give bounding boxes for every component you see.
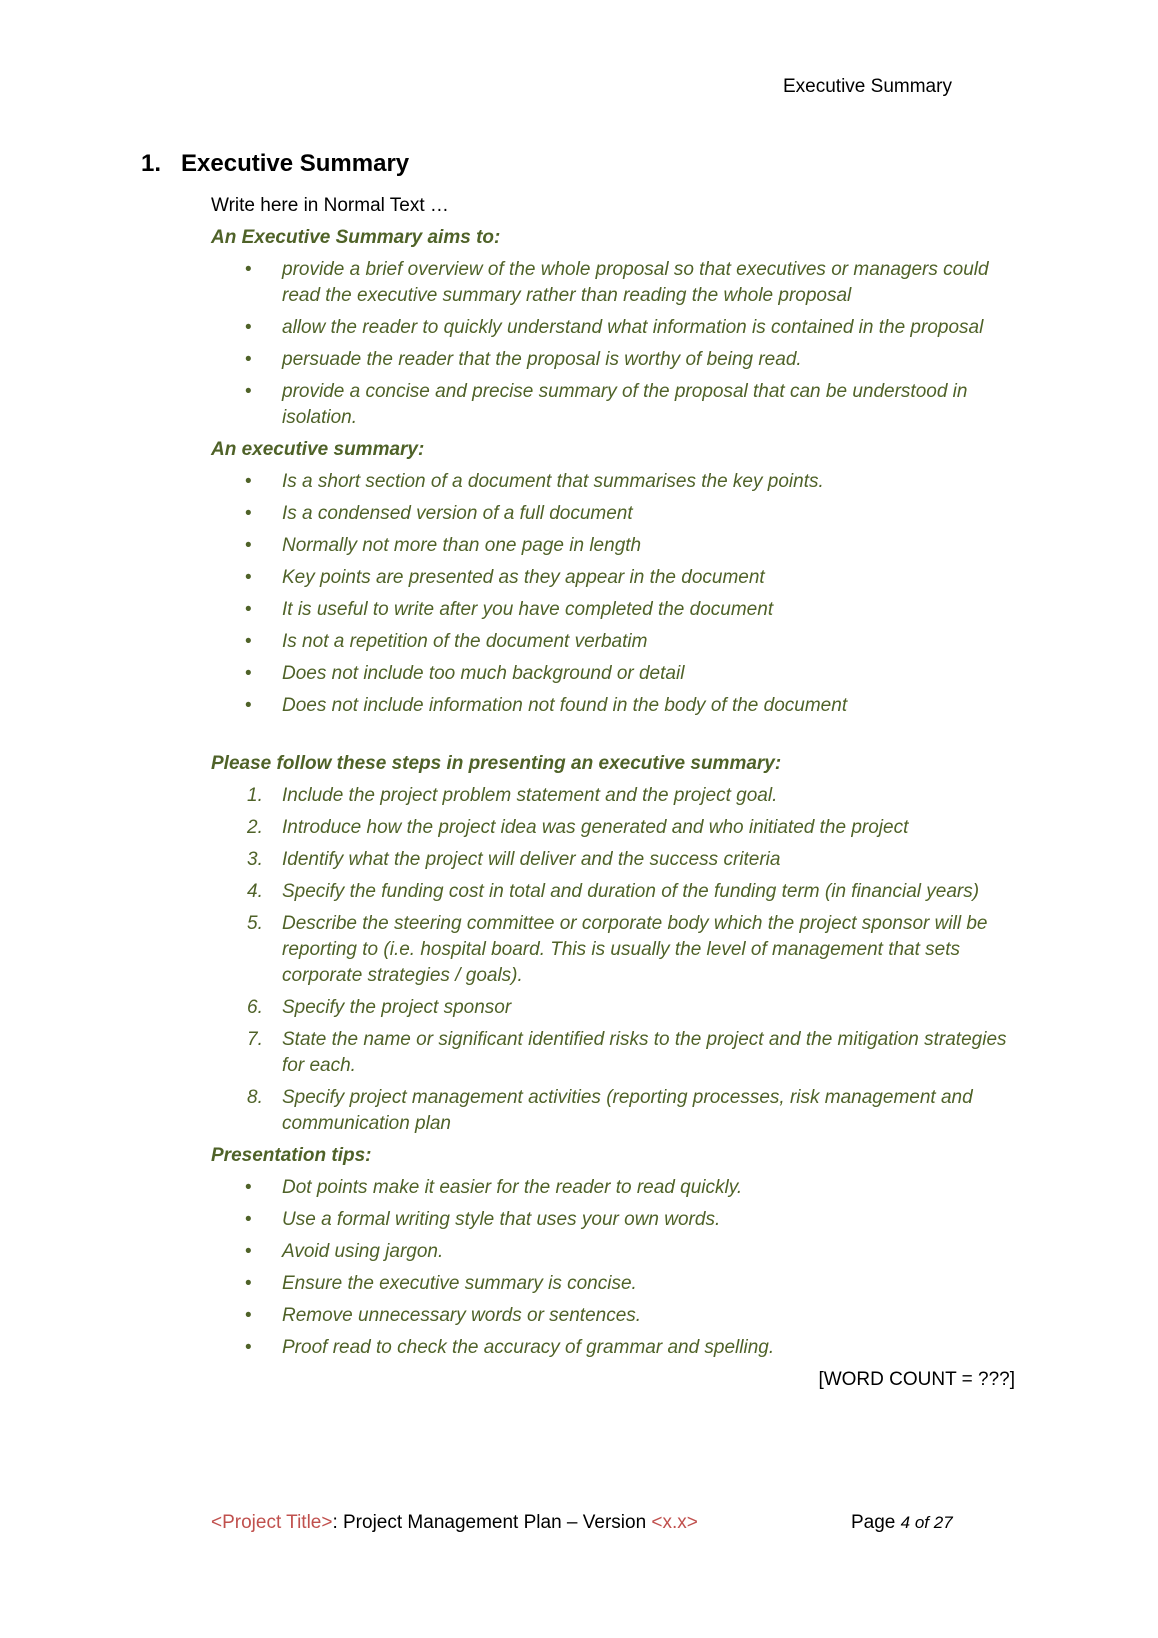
definition-heading: An executive summary: [211,439,425,460]
list-number: 3. [247,849,263,870]
section-heading [141,150,409,178]
list-number: 8. [247,1087,263,1108]
list-number: 5. [247,913,263,934]
bullet-icon: • [245,349,252,370]
word-count: [WORD COUNT = ???] [818,1369,1015,1390]
list-item: • It is useful to write after you have completed the document [211,597,1031,623]
normal-text-placeholder[interactable]: Write here in Normal Text … [211,195,449,216]
project-title-placeholder[interactable]: <Project Title> [211,1512,333,1533]
footer-document-title [211,1512,698,1534]
list-number: 6. [247,997,263,1018]
bullet-icon: • [245,535,252,556]
bullet-icon: • [245,1305,252,1326]
list-item: 6. Specify the project sponsor [211,995,1031,1021]
list-item: • allow the reader to quickly understand what information is contained in the proposal [211,315,1031,341]
list-item: • Use a formal writing style that uses your own words. [211,1207,1031,1233]
page-label: Page [851,1512,901,1533]
list-item: 7. State the name or significant identified risks to the project and the mitigation strategies for each. [247,1029,1007,1076]
bullet-icon: • [245,1337,252,1358]
steps-heading: Please follow these steps in presenting an executive summary: [211,753,782,774]
list-item: • provide a brief overview of the whole proposal so that executives or managers could read the executive summary rather than reading the whole proposal [245,259,989,306]
tips-list [211,1175,1031,1361]
list-item: • Normally not more than one page in length [211,533,1031,559]
bullet-icon: • [245,599,252,620]
page-of: of [910,1513,934,1532]
list-item: • Key points are presented as they appear in the document [211,565,1031,591]
list-item: • Dot points make it easier for the reader to read quickly. [211,1175,1031,1201]
paragraph-spacer [211,725,1031,751]
plan-text: : Project Management Plan – Version [332,1512,652,1533]
list-item: • Does not include information not found in the body of the document [211,693,1031,719]
aims-heading: An Executive Summary aims to: [211,227,501,248]
list-item: • Does not include too much background or detail [211,661,1031,687]
bullet-icon: • [245,259,252,280]
version-placeholder[interactable]: <x.x> [651,1512,698,1533]
list-item: 8. Specify project management activities (reporting processes, risk management and communication plan [247,1087,973,1134]
list-item: 3. Identify what the project will deliver and the success criteria [211,847,1031,873]
list-item: • Is a short section of a document that summarises the key points. [211,469,1031,495]
list-item: 1. Include the project problem statement and the project goal. [211,783,1031,809]
bullet-icon: • [245,695,252,716]
list-item: 2. Introduce how the project idea was generated and who initiated the project [211,815,1031,841]
list-item: • Remove unnecessary words or sentences. [211,1303,1031,1329]
list-item: • Is a condensed version of a full document [211,501,1031,527]
list-item: • persuade the reader that the proposal is worthy of being read. [211,347,1031,373]
list-item: • Proof read to check the accuracy of grammar and spelling. [211,1335,1031,1361]
bullet-icon: • [245,567,252,588]
bullet-icon: • [245,631,252,652]
definition-list [211,469,1031,719]
running-header: Executive Summary [783,76,952,97]
list-item: • Avoid using jargon. [211,1239,1031,1265]
page-current: 4 [900,1513,911,1532]
bullet-icon: • [245,1209,252,1230]
list-item: • Is not a repetition of the document verbatim [211,629,1031,655]
steps-list [211,783,1031,1137]
list-item: • provide a concise and precise summary of the proposal that can be understood in isolation. [245,381,968,428]
list-item: 4. Specify the funding cost in total and duration of the funding term (in financial years) [211,879,1031,905]
list-number: 7. [247,1029,263,1050]
bullet-icon: • [245,381,252,402]
bullet-icon: • [245,1273,252,1294]
bullet-icon: • [245,503,252,524]
section-number: 1. [141,150,162,177]
section-body [211,193,1031,1393]
bullet-icon: • [245,663,252,684]
list-number: 2. [247,817,263,838]
list-item: 5. Describe the steering committee or corporate body which the project sponsor will be reporting to (i.e. hospital board. This is usually the level of management that sets corporate strategies / goals). [247,913,988,986]
bullet-icon: • [245,1241,252,1262]
bullet-icon: • [245,317,252,338]
list-item: • Ensure the executive summary is concise. [211,1271,1031,1297]
list-number: 1. [247,785,263,806]
tips-heading: Presentation tips: [211,1145,372,1166]
bullet-icon: • [245,1177,252,1198]
section-title: Executive Summary [181,150,410,177]
bullet-icon: • [245,471,252,492]
page-total: 27 [933,1513,953,1532]
aims-list [211,257,1031,431]
list-number: 4. [247,881,263,902]
footer-page-number [851,1512,953,1534]
